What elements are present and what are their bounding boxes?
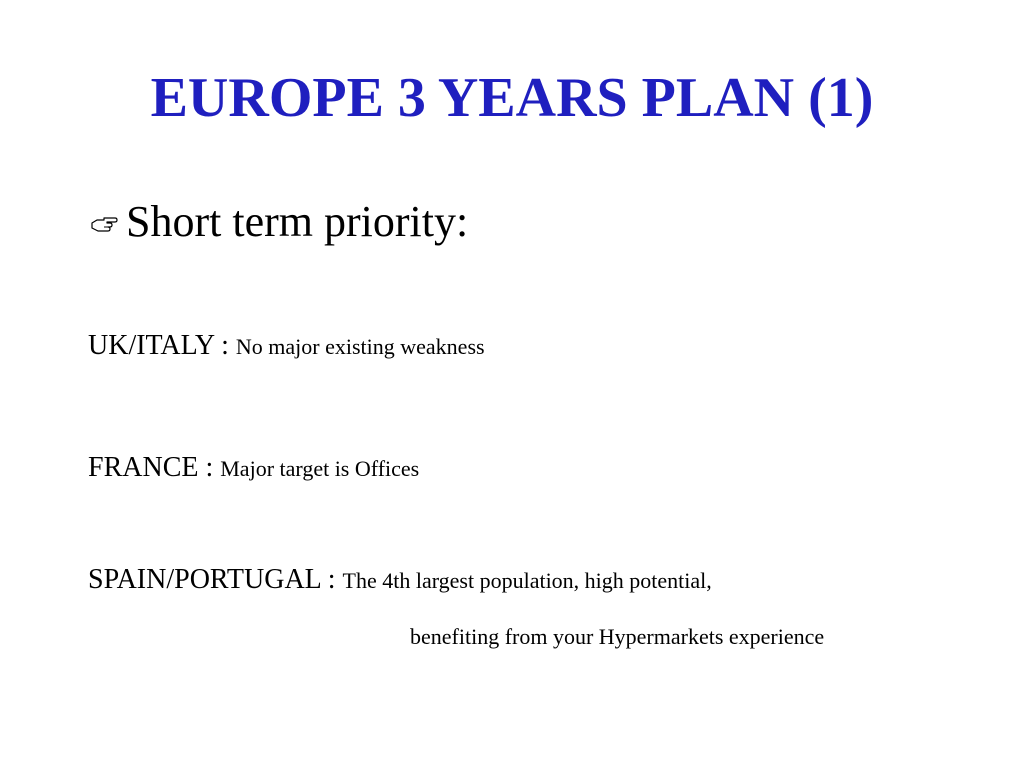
region-detail-continuation: benefiting from your Hypermarkets experience — [410, 624, 825, 649]
region-label: FRANCE : — [88, 452, 221, 483]
bullet-text: Short term priority: — [126, 197, 469, 246]
slide-title: EUROPE 3 YEARS PLAN (1) — [150, 67, 874, 129]
region-detail: Major target is Offices — [220, 456, 420, 481]
region-label: SPAIN/PORTUGAL : — [88, 564, 343, 595]
region-detail: No major existing weakness — [235, 334, 485, 359]
region-france — [88, 452, 419, 484]
region-label: UK/ITALY : — [88, 330, 236, 361]
bullet-item — [90, 192, 468, 252]
region-detail: The 4th largest population, high potential, — [342, 568, 712, 593]
pointing-hand-icon — [90, 214, 118, 234]
region-spain-portugal — [88, 564, 712, 596]
region-uk-italy — [88, 330, 485, 362]
